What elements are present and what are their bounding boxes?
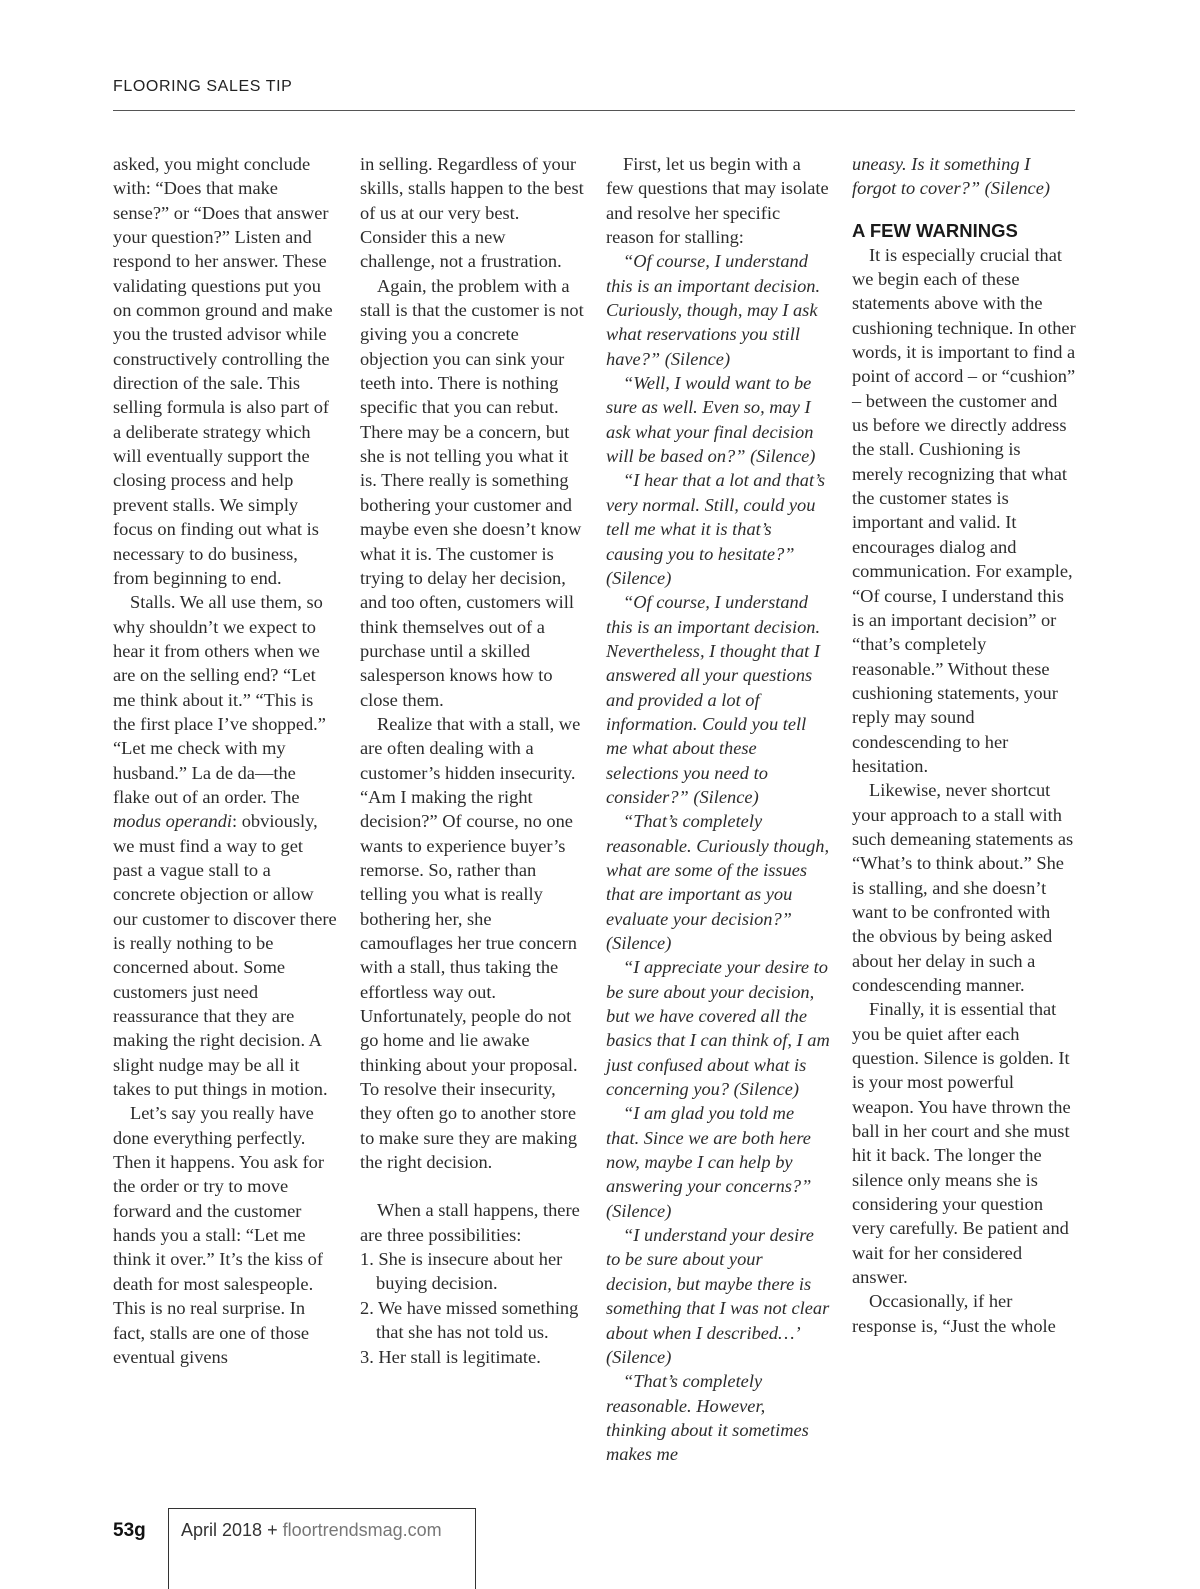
quote-paragraph: “I am glad you told me that. Since we are both here now, maybe I can help by answering your concerns?” (Silence) — [606, 1103, 812, 1221]
paragraph: Realize that with a stall, we are often dealing with a customer’s hidden insecurity. “Am I making the right decision?” Of course, no one wants to experience buyer’s remorse. So, rather than telling you what is really bothering her, she camouflages her true concern with a stall, thus taking the effortless way out. Unfortunately, people do not go home and lie awake thinking about your proposal. To resolve their insecurity, they often go to another store to make sure they are making the right decision. — [360, 713, 581, 1173]
footer-issue — [181, 1520, 442, 1541]
list-item: 2. We have missed something that she has not told us. — [360, 1297, 579, 1343]
website-link[interactable]: floortrendsmag.com — [282, 1520, 442, 1540]
quote-paragraph: “I understand your desire to be sure about your decision, but maybe there is something that I was not clear about when I described…’ (Silence) — [606, 1225, 830, 1367]
article-column-4 — [852, 152, 1076, 1338]
header-rule — [113, 110, 1075, 111]
paragraph: asked, you might conclude with: “Does that make sense?” or “Does that answer your question?” Listen and respond to her answer. These validating questions put you on common ground and make you the trusted advisor while constructively controlling the direction of the sale. This selling formula is also part of a deliberate strategy which will eventually support the closing process and help prevent stalls. We simply focus on finding out what is necessary to do business, from beginning to end. — [113, 154, 333, 588]
page-number: 53g — [113, 1520, 146, 1541]
paragraph-gap — [360, 1174, 584, 1198]
quote-paragraph: “Of course, I understand this is an important decision. Curiously, though, may I ask what reservations you still have?” (Silence) — [606, 251, 821, 369]
quote-paragraph: “Well, I would want to be sure as well. Even so, may I ask what your final decision will be based on?” (Silence) — [606, 373, 816, 467]
paragraph: First, let us begin with a few questions that may isolate and resolve her specific reason for stalling: — [606, 154, 829, 248]
paragraph: Let’s say you really have done everything perfectly. Then it happens. You ask for the order or try to move forward and the customer hands you a stall: “Let me think it over.” It’s the kiss of death for most salespeople. This is no real surprise. In fact, stalls are one of those eventual givens — [113, 1103, 324, 1367]
list-item: 3. Her stall is legitimate. — [360, 1346, 541, 1367]
paragraph: Likewise, never shortcut your approach to a stall with such demeaning statements as “What’s to think about.” She is stalling, and she doesn’t want to be confronted with the obvious by being asked about her delay in such a condescending manner. — [852, 780, 1074, 995]
paragraph: Again, the problem with a stall is that the customer is not giving you a concrete objection you can sink your teeth into. There is nothing specific that you can rebut. There may be a concern, but she is not telling you what it is. There really is something bothering your customer and maybe even she doesn’t know what it is. The customer is trying to delay her decision, and too often, customers will think themselves out of a purchase until a skilled salesperson knows how to close them. — [360, 275, 584, 710]
paragraph — [113, 590, 337, 1101]
quote-paragraph: “That’s completely reasonable. Curiously though, what are some of the issues that are important as you evaluate your decision?” (Silence) — [606, 811, 830, 953]
paragraph: in selling. Regardless of your skills, stalls happen to the best of us at our very best. Consider this a new challenge, not a frustration. — [360, 154, 584, 272]
section-label: FLOORING SALES TIP — [113, 78, 293, 95]
italic-term: modus operandi — [113, 811, 233, 832]
list-item: 1. She is insecure about her buying decision. — [360, 1249, 563, 1294]
section-heading: A FEW WARNINGS — [852, 219, 1018, 241]
possibilities-list — [360, 1247, 584, 1369]
quote-paragraph: “Of course, I understand this is an important decision. Nevertheless, I thought that I answered all your questions and provided a lot of information. Could you tell me what about these selections you need to consider?” (Silence) — [606, 592, 821, 807]
paragraph: Occasionally, if her response is, “Just the whole — [852, 1291, 1056, 1336]
paragraph: Finally, it is essential that you be quiet after each question. Silence is golden. It is your most powerful weapon. You have thrown the ball in her court and she must hit it back. The longer the silence only means she is considering your question very carefully. Be patient and wait for her considered answer. — [852, 999, 1071, 1288]
paragraph: It is especially crucial that we begin each of these statements above with the cushioning technique. In other words, it is important to find a point of accord – or “cushion” – between the customer and us before we directly address the stall. Cushioning is merely recognizing that what the customer states is important and valid. It encourages dialog and communication. For example, “Of course, I understand this is an important decision” or “that’s completely reasonable.” Without these cushioning statements, your reply may sound condescending to her hesitation. — [852, 244, 1076, 776]
quote-paragraph: “I hear that a lot and that’s very normal. Still, could you tell me what it is that’s causing you to hesitate?” (Silence) — [606, 470, 825, 588]
quote-paragraph: “That’s completely reasonable. However, thinking about it sometimes makes me — [606, 1371, 809, 1465]
article-column-2 — [360, 152, 584, 1369]
article-column-3 — [606, 152, 830, 1467]
issue-date: April 2018 — [181, 1520, 263, 1540]
text-run: : obviously, we must find a way to get past a vague stall to a concrete objection or allow our customer to discover there is really nothing to be concerned about. Some customers just need reassurance that they are making the right decision. A slight nudge may be all it takes to put things in motion. — [113, 811, 337, 1100]
article-column-1 — [113, 152, 337, 1369]
text-run: Stalls. We all use them, so why shouldn’t we expect to hear it from others when we are on the selling end? “Let me think about it.” “This is the first place I’ve shopped.” “Let me check with my husband.” La de da—the flake out of an order. The — [113, 592, 326, 807]
quote-paragraph: “I appreciate your desire to be sure about your decision, but we have covered all the basics that I can think of, I am just confused about what is concerning you? (Silence) — [606, 957, 830, 1100]
paragraph: When a stall happens, there are three possibilities: — [360, 1200, 580, 1245]
quote-continuation: uneasy. Is it something I forgot to cover?” (Silence) — [852, 154, 1050, 199]
footer-separator: + — [267, 1520, 278, 1540]
